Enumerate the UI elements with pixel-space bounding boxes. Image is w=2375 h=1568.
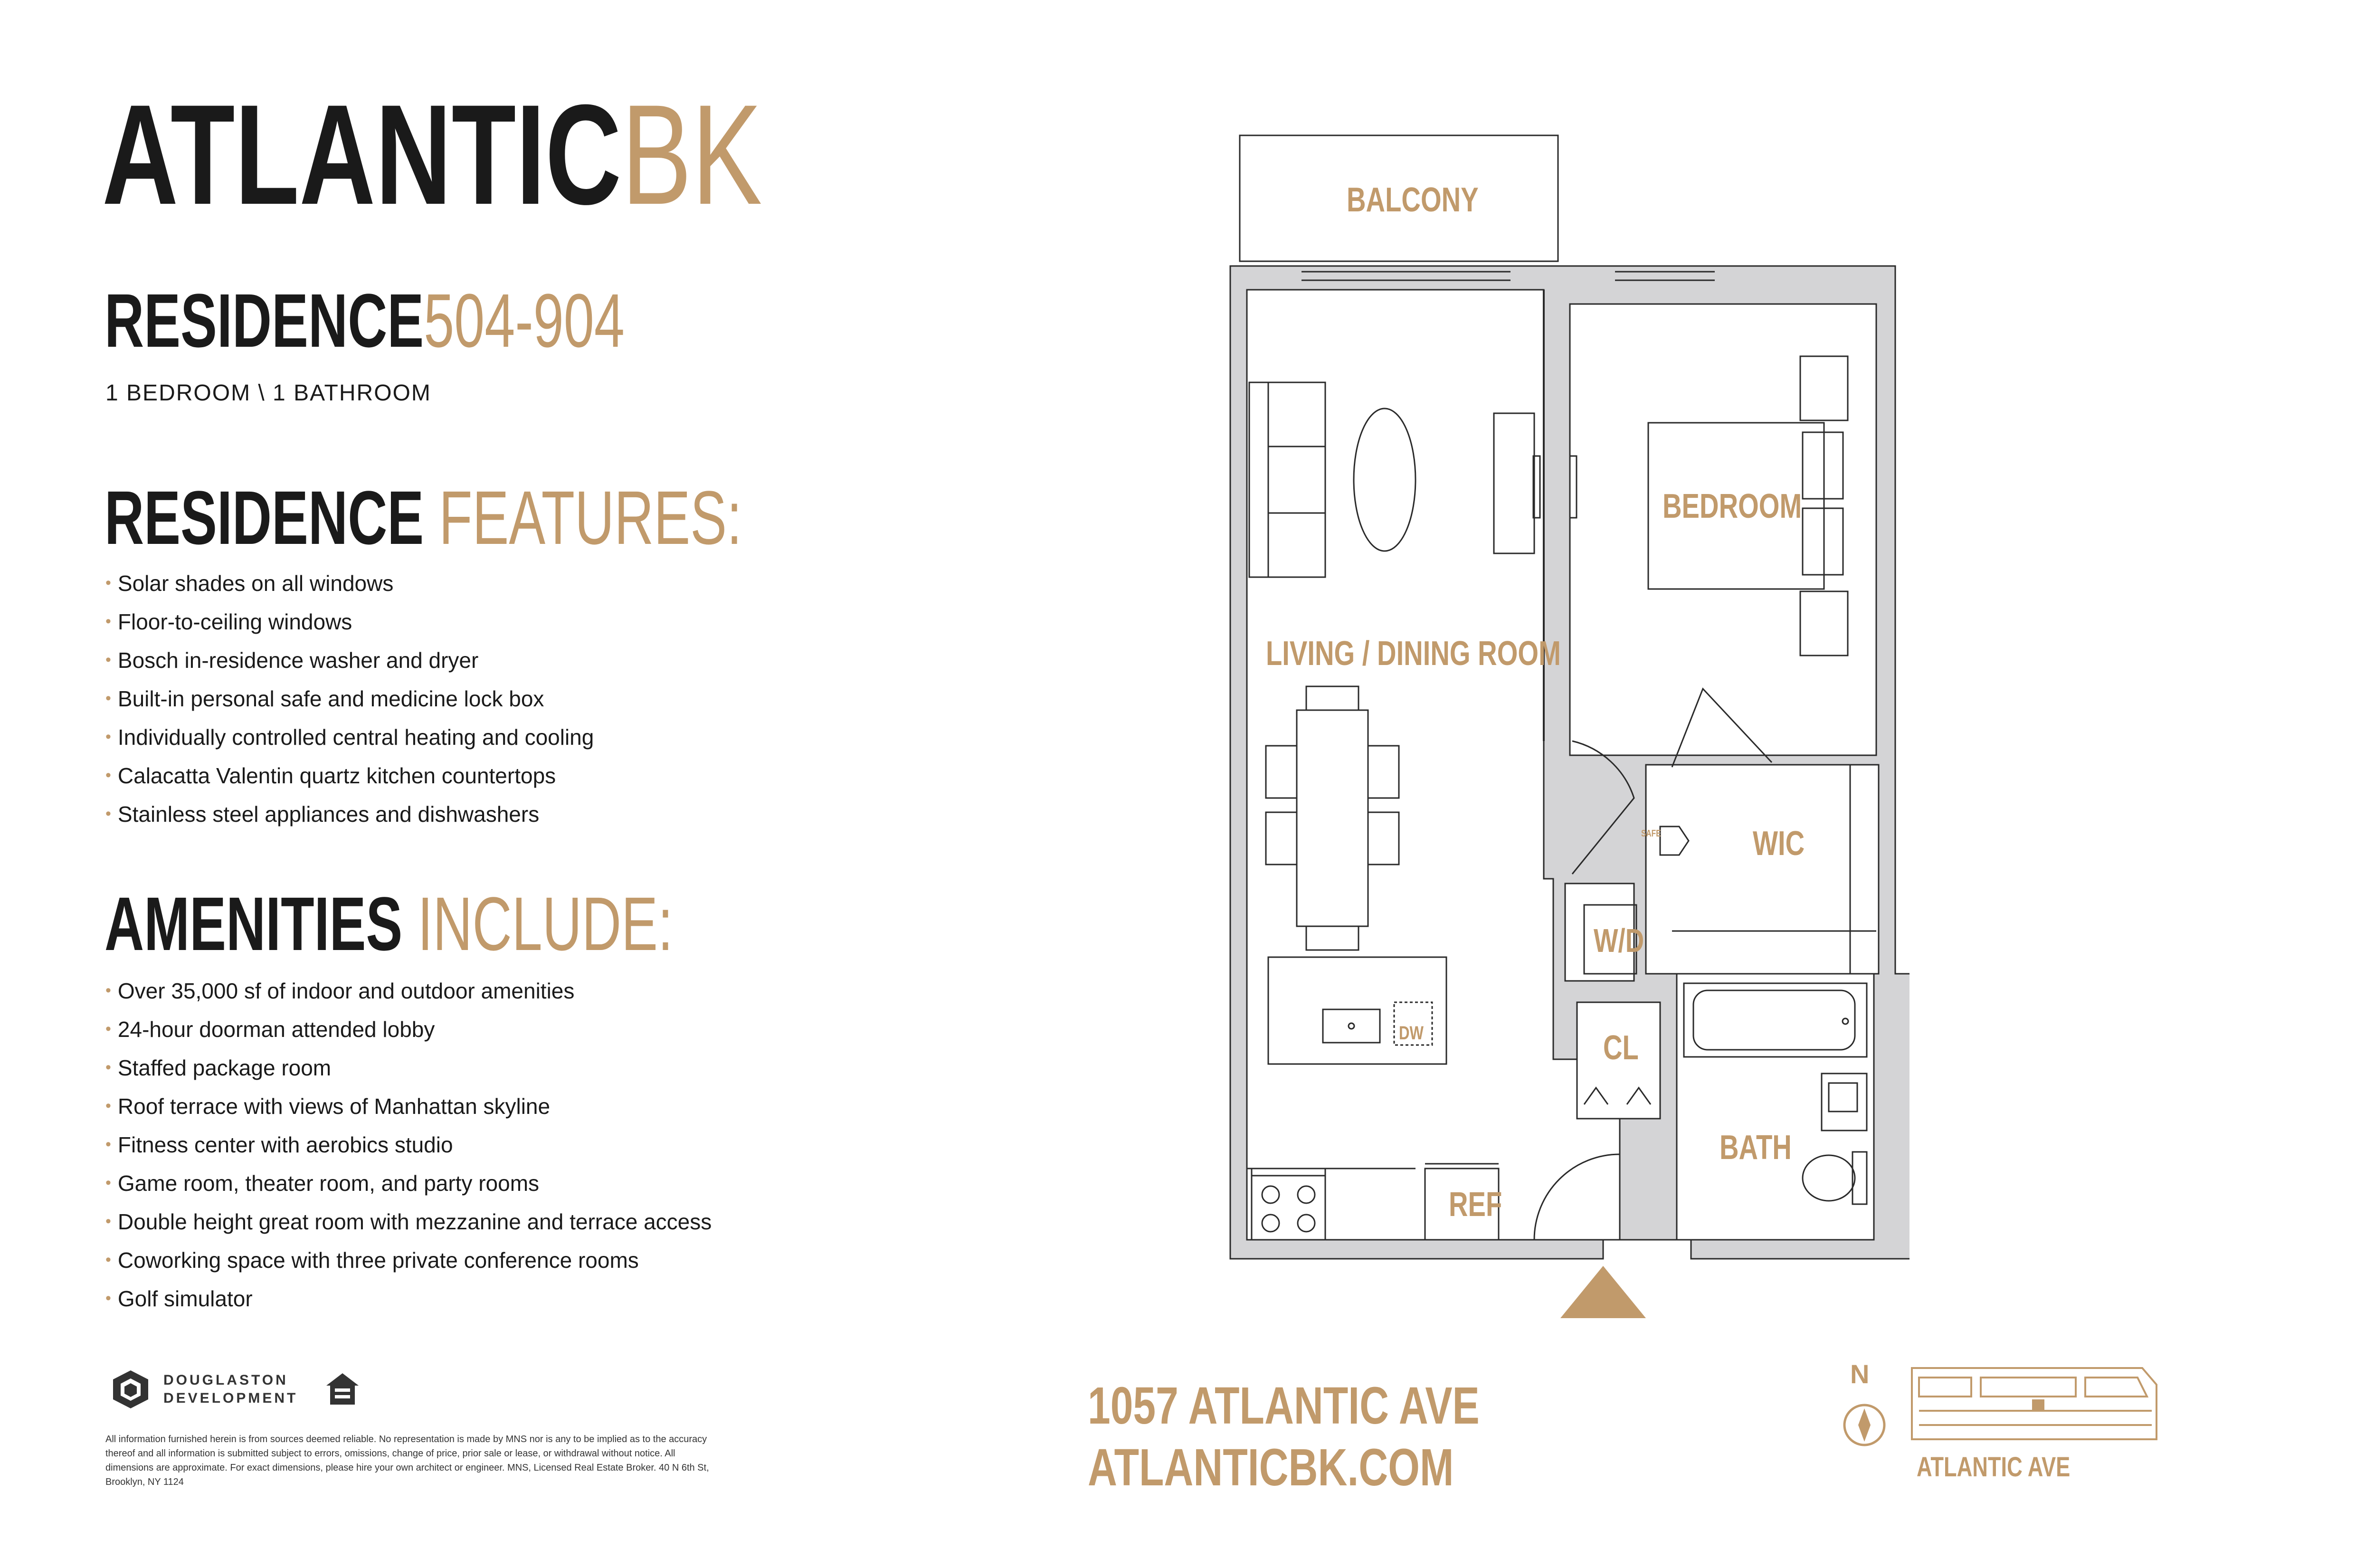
developer-name-line2: DEVELOPMENT — [163, 1390, 298, 1406]
legal-disclaimer: All information furnished herein is from sources deemed reliable. No representation is made by MNS nor is any to be implied as to the accuracy thereof and all information is submitted subject to errors, omissions, change of price, prior sale or lease, or withdrawal without notice. All dimensions are approximate. For exact dimensions, please hire your own architect or engineer. MNS, Licensed Real Estate Broker. 40 N 6th St, Brooklyn, NY 1124 — [105, 1434, 709, 1487]
room-label-safe: SAFE — [1641, 828, 1661, 839]
features-list — [105, 565, 594, 835]
brand-logo — [102, 75, 762, 234]
site-map-icon — [1912, 1368, 2156, 1439]
amenities-heading — [104, 881, 673, 966]
brand-name-main: ATLANTIC — [102, 75, 622, 234]
building-address: 1057 ATLANTIC AVE — [1088, 1377, 1480, 1435]
developer-logo — [109, 1368, 361, 1411]
list-item: • 24-hour doorman attended lobby — [105, 1011, 712, 1050]
list-item: • Calacatta Valentin quartz kitchen countertops — [105, 758, 594, 796]
residence-label: RESIDENCE — [104, 278, 424, 363]
bath-floor — [1677, 974, 1874, 1240]
street-label: ATLANTIC AVE — [1917, 1452, 2071, 1482]
website-link[interactable]: ATLANTICBK.COM — [1088, 1438, 1454, 1497]
room-label-balcony: BALCONY — [1347, 181, 1479, 219]
list-item: • Solar shades on all windows — [105, 565, 594, 604]
list-item: • Individually controlled central heating and cooling — [105, 719, 594, 758]
developer-name-line1: DOUGLASTON — [163, 1372, 288, 1388]
features-heading-accent: FEATURES: — [439, 475, 742, 560]
room-label-wd: W/D — [1594, 922, 1644, 959]
amenities-heading-main: AMENITIES — [104, 881, 403, 966]
compass-icon — [1844, 1405, 1884, 1445]
list-item: • Floor-to-ceiling windows — [105, 604, 594, 642]
residence-type: 1 BEDROOM \ 1 BATHROOM — [105, 380, 431, 406]
kitchen-island — [1268, 957, 1446, 1064]
list-item: • Roof terrace with views of Manhattan skyline — [105, 1088, 712, 1127]
room-label-bedroom: BEDROOM — [1662, 487, 1802, 525]
list-item: • Over 35,000 sf of indoor and outdoor amenities — [105, 973, 712, 1011]
room-label-wic: WIC — [1753, 825, 1805, 863]
room-label-ref: REF — [1449, 1186, 1502, 1224]
list-item: • Built-in personal safe and medicine lock box — [105, 681, 594, 719]
building-key-map — [1829, 1359, 2161, 1463]
list-item: • Bosch in-residence washer and dryer — [105, 642, 594, 681]
list-item: • Game room, theater room, and party rooms — [105, 1165, 712, 1204]
list-item: • Staffed package room — [105, 1050, 712, 1088]
residence-units: 504-904 — [424, 278, 625, 363]
room-label-dw: DW — [1399, 1023, 1424, 1044]
residence-title — [104, 278, 625, 363]
room-label-cl: CL — [1603, 1029, 1639, 1067]
room-label-living: LIVING / DINING ROOM — [1266, 635, 1561, 673]
list-item: • Stainless steel appliances and dishwashers — [105, 796, 594, 835]
douglaston-cube-icon — [109, 1368, 152, 1411]
list-item: • Fitness center with aerobics studio — [105, 1127, 712, 1165]
list-item: • Double height great room with mezzanine and terrace access — [105, 1204, 712, 1242]
north-label: N — [1850, 1359, 1870, 1389]
list-item: • Coworking space with three private conference rooms — [105, 1242, 712, 1281]
entry-arrow-icon — [1560, 1266, 1646, 1318]
equal-housing-icon — [323, 1370, 361, 1408]
list-item: • Golf simulator — [105, 1281, 712, 1319]
wic-floor — [1646, 765, 1876, 974]
amenities-heading-accent: INCLUDE: — [418, 881, 673, 966]
amenities-list — [105, 973, 712, 1319]
floor-plan — [1216, 128, 1910, 1325]
bedroom-floor — [1570, 304, 1876, 755]
features-heading — [104, 475, 742, 560]
features-heading-main: RESIDENCE — [104, 475, 424, 560]
brand-name-accent: BK — [621, 75, 762, 234]
room-label-bath: BATH — [1720, 1129, 1792, 1167]
